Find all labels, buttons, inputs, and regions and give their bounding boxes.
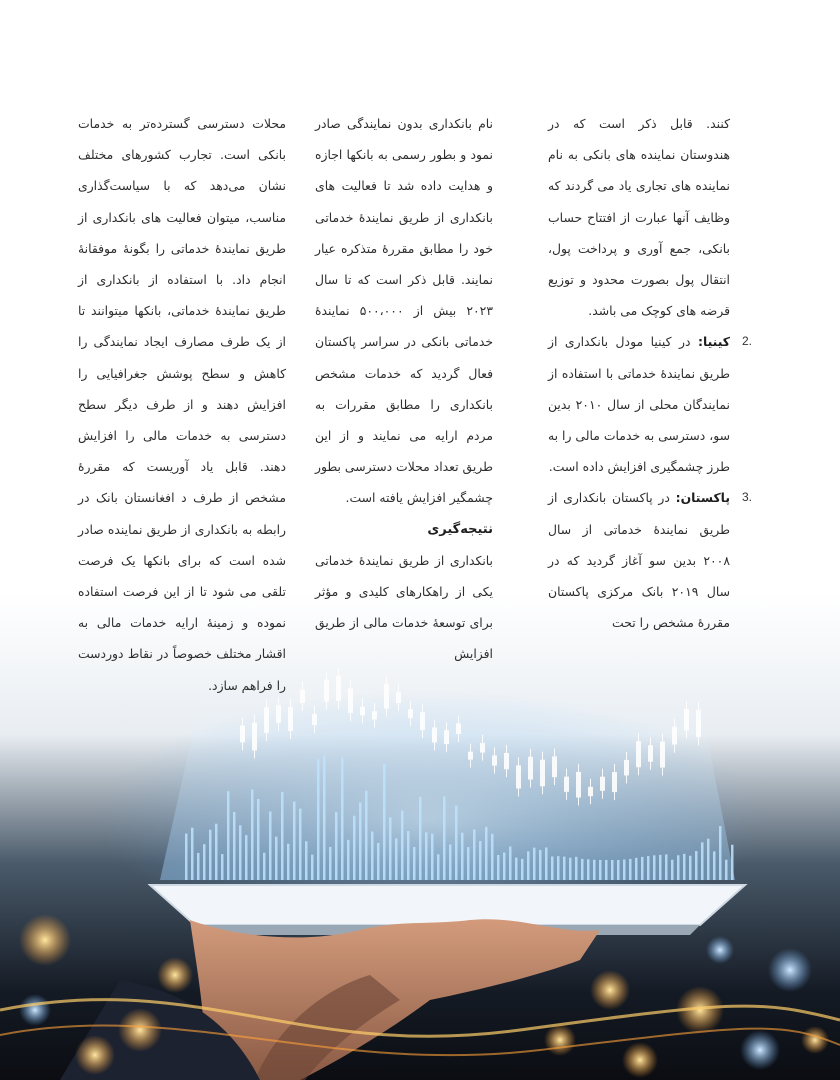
chart-bar — [497, 855, 500, 880]
chart-bar — [281, 792, 284, 880]
chart-bar — [251, 790, 254, 880]
conclusion-heading: نتیجه‌گیری — [427, 521, 493, 537]
country-label: کینیا: — [698, 334, 730, 350]
chart-bar — [305, 841, 308, 880]
chart-candle-wick — [302, 682, 303, 711]
chart-bar — [689, 856, 692, 880]
chart-bar — [275, 837, 278, 880]
chart-candle-wick — [638, 733, 639, 775]
chart-bar — [509, 846, 512, 880]
chart-bar — [317, 759, 320, 880]
chart-bar — [515, 858, 518, 880]
chart-bar — [293, 802, 296, 880]
chart-bar — [719, 826, 722, 880]
chart-candle-wick — [314, 706, 315, 733]
chart-candle-wick — [422, 704, 423, 738]
list-item-text: در کینیا مودل بانکداری از طریق نمایندهٔ خدماتی با استفاده از نمایندگان محلی از سال ۲۰۱۰ بدین سو، دسترسی به خدمات مالی را به طرز چشمگیری افزایش داده است. — [548, 334, 730, 475]
chart-candle-wick — [686, 701, 687, 739]
chart-bar — [563, 857, 566, 880]
chart-bar — [599, 860, 602, 880]
chart-bar — [677, 855, 680, 880]
list-number: 3. — [741, 490, 752, 505]
chart-bar — [641, 857, 644, 880]
chart-bar — [461, 833, 464, 880]
chart-bar — [653, 855, 656, 880]
text-column-middle — [315, 108, 493, 670]
list-item-text: در پاکستان بانکداری از طریق نمایندهٔ خدماتی از سال ۲۰۰۸ بدین سو آغاز گردید که در سال ۲۰۱۹ بانک مرکزی پاکستان مقررهٔ مشخص را تحت — [548, 490, 730, 631]
chart-candle-wick — [530, 749, 531, 788]
chart-bar — [665, 854, 668, 880]
chart-candle-wick — [434, 719, 435, 750]
chart-candle-wick — [602, 769, 603, 799]
chart-bar — [335, 812, 338, 880]
chart-bar — [221, 854, 224, 880]
chart-bar — [365, 791, 368, 880]
chart-bar — [521, 859, 524, 880]
chart-bar — [551, 856, 554, 880]
conclusion-paragraph: بانکداری از طریق نمایندهٔ خدماتی یکی از راهکارهای کلیدی و مؤثر برای توسعهٔ خدمات مالی از طریق افزایش — [315, 552, 493, 662]
chart-bar — [323, 755, 326, 880]
chart-bar — [359, 802, 362, 880]
country-label: پاکستان: — [675, 490, 730, 506]
chart-bar — [185, 834, 188, 880]
chart-bar — [443, 796, 446, 880]
chart-bar — [329, 847, 332, 880]
chart-candle-wick — [662, 734, 663, 776]
chart-bar — [587, 859, 590, 880]
chart-candle-wick — [614, 764, 615, 800]
chart-bar — [389, 817, 392, 880]
chart-bar — [581, 859, 584, 880]
chart-bar — [635, 858, 638, 880]
chart-bar — [257, 799, 260, 880]
country-list — [548, 326, 752, 638]
chart-bar — [533, 848, 536, 880]
chart-candle-wick — [542, 752, 543, 795]
chart-bar — [605, 860, 608, 880]
chart-bar — [341, 757, 344, 880]
chart-bar — [659, 855, 662, 880]
chart-candle-wick — [410, 701, 411, 726]
chart-bar — [473, 829, 476, 880]
chart-bar — [395, 838, 398, 880]
chart-bar — [479, 841, 482, 880]
chart-bar — [557, 856, 560, 880]
chart-bar — [209, 830, 212, 880]
list-item-kenya — [548, 326, 752, 482]
chart-bar — [671, 860, 674, 880]
chart-bar — [485, 827, 488, 880]
chart-candle-wick — [506, 745, 507, 777]
chart-bar — [683, 854, 686, 880]
chart-bar — [575, 857, 578, 880]
chart-bar — [245, 835, 248, 880]
chart-candle-wick — [518, 757, 519, 796]
chart-candle-wick — [326, 672, 327, 710]
chart-candle-wick — [674, 719, 675, 753]
chart-candle-wick — [398, 684, 399, 711]
chart-candle-wick — [566, 769, 567, 800]
chart-bar — [503, 853, 506, 880]
chart-bar — [263, 853, 266, 880]
conclusion-continuation-paragraph: محلات دسترسی گسترده‌تر به خدمات بانکی است. تجارب کشورهای مختلف نشان می‌دهد که با سیاست‌گذاری مناسب، میتوان فعالیت های بانکداری از طریق نمایندهٔ خدماتی را بگونهٔ موفقانهٔ انجام داد. با استفاده از بانکداری از طریق نمایندهٔ خدماتی، بانکها میتوانند تا از یک طرف مصارف ایجاد نمایندگی را کاهش و سطح پوشش جغرافیایی را افزایش دهند و از طرف دیگر سطح دسترسی به خدمات مالی را افزایش دهند. قابل یاد آوریست که مقررهٔ مشخص از طرف د افغانستان بانک در رابطه به بانکداری از طریق نماینده صادر شده است که برای بانکها یک فرصت تلقی می شود تا از این فرصت استفاده نموده و زمینهٔ ارایه خدمات مالی به اقشار مختلف خصوصاً در نقاط دوردست را فراهم سازد. — [78, 116, 286, 693]
list-number: 2. — [741, 334, 752, 349]
chart-bar — [725, 860, 728, 880]
chart-candle-wick — [446, 722, 447, 752]
chart-bar — [299, 809, 302, 880]
chart-candle-wick — [626, 752, 627, 784]
intro-paragraph: کنند. قابل ذکر است که در هندوستان نماینده های بانکی به نام نماینده های تجاری یاد می گردند که وظایف آنها عبارت از افتتاح حساب بانکی، جمع آوری و پرداخت پول، انتقال پول بصورت محدود و توزیع قرضه های کوچک می باشد. — [548, 116, 730, 319]
chart-candle-wick — [458, 715, 459, 742]
chart-candle-wick — [578, 764, 579, 806]
chart-bar — [407, 831, 410, 880]
pakistan-continuation-paragraph: نام بانکداری بدون نمایندگی صادر نمود و بطور رسمی به بانکها اجازه و هدایت داده شد تا فعالیت های بانکداری از طریق نمایندهٔ خدماتی خود را مطابق مقررهٔ متذکره عیار نمایند. قابل ذکر است که تا سال ۲۰۲۳ بیش از ۵۰۰،۰۰۰ نمایندهٔ خدماتی بانکی در سراسر پاکستان فعال گردید که خدمات مشخص بانکداری را مطابق مقررات به مردم ارایه می نمایند و از این طریق تعداد محلات دسترسی بطور چشمگیر افزایش یافته است. — [314, 116, 493, 506]
chart-bar — [629, 859, 632, 880]
chart-candle-wick — [698, 702, 699, 745]
chart-candle-wick — [338, 668, 339, 709]
chart-candle-wick — [470, 744, 471, 768]
chart-bar — [311, 855, 314, 880]
chart-bar — [611, 860, 614, 880]
chart-candle-wick — [266, 699, 267, 740]
chart-candle-wick — [554, 748, 555, 785]
chart-bar — [203, 844, 206, 880]
chart-candle-wick — [374, 703, 375, 727]
chart-bar — [233, 812, 236, 880]
chart-bar — [731, 845, 734, 880]
chart-bar — [401, 811, 404, 880]
chart-candle-wick — [590, 779, 591, 804]
chart-bar — [455, 806, 458, 880]
chart-bar — [371, 831, 374, 880]
chart-bar — [377, 843, 380, 880]
list-item-pakistan — [548, 482, 752, 638]
chart-bar — [467, 847, 470, 880]
chart-bar — [545, 847, 548, 880]
chart-bar — [593, 860, 596, 880]
chart-bar — [347, 840, 350, 880]
chart-bar — [623, 860, 626, 880]
chart-bar — [647, 856, 650, 880]
chart-bar — [191, 828, 194, 880]
chart-bar — [707, 839, 710, 880]
chart-candle-wick — [290, 699, 291, 739]
chart-bar — [695, 851, 698, 880]
chart-candle-wick — [254, 715, 255, 759]
chart-bar — [437, 854, 440, 880]
chart-bar — [383, 764, 386, 880]
chart-bar — [215, 824, 218, 880]
chart-candle-wick — [242, 718, 243, 751]
chart-bar — [425, 832, 428, 880]
text-column-left — [78, 108, 286, 701]
chart-bar — [239, 825, 242, 880]
chart-bar — [491, 834, 494, 880]
chart-candle-wick — [362, 699, 363, 724]
chart-candle-wick — [494, 747, 495, 773]
chart-bar — [287, 844, 290, 880]
chart-bar — [197, 853, 200, 880]
chart-bar — [617, 860, 620, 880]
chart-bar — [539, 850, 542, 880]
chart-bar — [419, 797, 422, 880]
chart-bar — [227, 791, 230, 880]
chart-bar — [701, 842, 704, 880]
chart-bar — [713, 851, 716, 880]
chart-bar — [569, 858, 572, 880]
chart-bar — [527, 851, 530, 880]
chart-candle-wick — [482, 735, 483, 761]
chart-candle-wick — [650, 737, 651, 769]
chart-bar — [449, 844, 452, 880]
text-column-right — [548, 108, 752, 638]
chart-bar — [269, 811, 272, 880]
chart-candle-wick — [386, 676, 387, 717]
chart-bar — [413, 847, 416, 880]
chart-candle-wick — [350, 681, 351, 722]
chart-bar — [431, 834, 434, 880]
chart-bar — [353, 816, 356, 880]
chart-candle-wick — [278, 697, 279, 730]
